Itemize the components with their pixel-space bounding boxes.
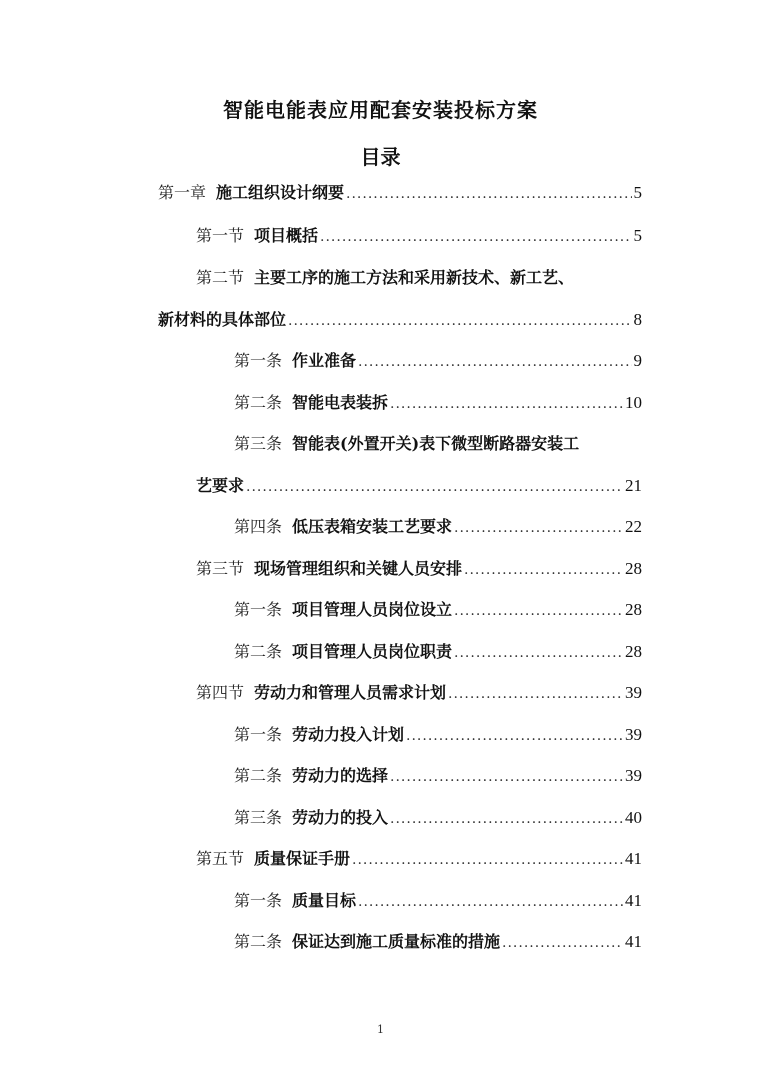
toc-entry-title: 项目管理人员岗位职责	[292, 642, 453, 661]
toc-entry-label: 第三条	[234, 808, 283, 827]
toc-entry-page: 9	[633, 351, 642, 370]
toc-entry-label: 第一条	[234, 725, 283, 744]
toc-entry-page: 39	[625, 683, 642, 702]
toc-entry-label: 第一节	[196, 226, 245, 245]
toc-leader-dots	[288, 308, 631, 334]
toc-leader-dots	[448, 681, 623, 707]
toc-entry-title: 主要工序的施工方法和采用新技术、新工艺、	[254, 268, 575, 287]
toc-leader-dots	[406, 723, 623, 749]
toc-entry-page: 28	[625, 642, 642, 661]
toc-leader-dots	[358, 349, 631, 375]
toc-entry-label: 第二条	[234, 932, 283, 951]
toc-entry-label: 第二条	[234, 766, 283, 785]
toc-entry-title: 劳动力投入计划	[292, 725, 405, 744]
toc-leader-dots	[390, 391, 623, 417]
toc-entry-section-3[interactable]	[196, 556, 642, 582]
page-number: 1	[377, 1023, 384, 1036]
toc-entry-label: 第一章	[158, 183, 207, 202]
toc-entry-title: 施工组织设计纲要	[216, 183, 345, 202]
toc-entry-page: 39	[625, 725, 642, 744]
toc-entry-page: 40	[625, 808, 642, 827]
toc-entry-article[interactable]	[234, 722, 642, 748]
toc-entry-label: 第一条	[234, 351, 283, 370]
toc-entry-page: 41	[625, 891, 642, 910]
toc-entry-title: 低压表箱安装工艺要求	[292, 517, 453, 536]
toc-entry-label: 第二条	[234, 642, 283, 661]
toc-leader-dots	[502, 930, 623, 956]
toc-entry-article[interactable]	[234, 805, 642, 831]
toc-entry-title: 保证达到施工质量标准的措施	[292, 932, 501, 951]
toc-leader-dots	[320, 224, 631, 250]
toc-entry-title-continued: 艺要求	[196, 476, 245, 495]
toc-entry-title: 劳动力的投入	[292, 808, 389, 827]
toc-entry-section-2-cont[interactable]	[158, 307, 642, 333]
toc-entry-title: 现场管理组织和关键人员安排	[254, 559, 463, 578]
toc-entry-label: 第二节	[196, 268, 245, 287]
toc-entry-section-2[interactable]	[196, 265, 574, 291]
toc-entry-page: 39	[625, 766, 642, 785]
toc-entry-article-cont[interactable]	[196, 473, 642, 499]
toc-entry-page: 41	[625, 932, 642, 951]
toc-entry-page: 21	[625, 476, 642, 495]
toc-leader-dots	[390, 764, 623, 790]
toc-entry-page: 28	[625, 600, 642, 619]
toc-leader-dots	[454, 598, 623, 624]
toc-leader-dots	[454, 515, 623, 541]
toc-entry-label: 第三条	[234, 434, 283, 453]
toc-entry-chapter-1[interactable]	[158, 180, 642, 206]
toc-entry-title: 作业准备	[292, 351, 357, 370]
toc-entry-label: 第一条	[234, 600, 283, 619]
toc-leader-dots	[358, 889, 623, 915]
toc-entry-page: 22	[625, 517, 642, 536]
toc-entry-article[interactable]	[234, 929, 642, 955]
toc-leader-dots	[246, 474, 623, 500]
toc-entry-label: 第五节	[196, 849, 245, 868]
toc-entry-label: 第二条	[234, 393, 283, 412]
toc-entry-section-1[interactable]	[196, 223, 642, 249]
toc-leader-dots	[346, 181, 631, 207]
toc-entry-article[interactable]	[234, 639, 642, 665]
document-title: 智能电能表应用配套安装投标方案	[223, 98, 538, 122]
toc-entry-title: 项目概括	[254, 226, 319, 245]
toc-entry-article[interactable]	[234, 763, 642, 789]
toc-entry-article[interactable]	[234, 348, 642, 374]
toc-entry-article[interactable]	[234, 597, 642, 623]
toc-leader-dots	[464, 557, 623, 583]
toc-entry-page: 10	[625, 393, 642, 412]
toc-entry-title: 项目管理人员岗位设立	[292, 600, 453, 619]
toc-entry-title: 智能表(外置开关)表下微型断路器安装工	[292, 434, 580, 453]
toc-entry-label: 第四节	[196, 683, 245, 702]
toc-entry-title: 智能电表装拆	[292, 393, 389, 412]
toc-entry-page: 8	[633, 310, 642, 329]
toc-entry-page: 28	[625, 559, 642, 578]
toc-heading: 目录	[360, 145, 401, 169]
toc-entry-title: 劳动力的选择	[292, 766, 389, 785]
toc-leader-dots	[454, 640, 623, 666]
toc-entry-page: 5	[633, 226, 642, 245]
toc-leader-dots	[352, 847, 623, 873]
toc-entry-page: 41	[625, 849, 642, 868]
toc-entry-label: 第四条	[234, 517, 283, 536]
toc-entry-title: 质量目标	[292, 891, 357, 910]
toc-entry-article[interactable]	[234, 888, 642, 914]
toc-entry-article[interactable]	[234, 514, 642, 540]
toc-entry-title-continued: 新材料的具体部位	[158, 310, 287, 329]
toc-entry-article[interactable]	[234, 390, 642, 416]
toc-entry-section-5[interactable]	[196, 846, 642, 872]
toc-entry-label: 第一条	[234, 891, 283, 910]
toc-entry-title: 劳动力和管理人员需求计划	[254, 683, 447, 702]
toc-entry-title: 质量保证手册	[254, 849, 351, 868]
toc-entry-page: 5	[633, 183, 642, 202]
toc-entry-label: 第三节	[196, 559, 245, 578]
toc-entry-section-4[interactable]	[196, 680, 642, 706]
toc-entry-article[interactable]	[234, 431, 579, 457]
toc-leader-dots	[390, 806, 623, 832]
